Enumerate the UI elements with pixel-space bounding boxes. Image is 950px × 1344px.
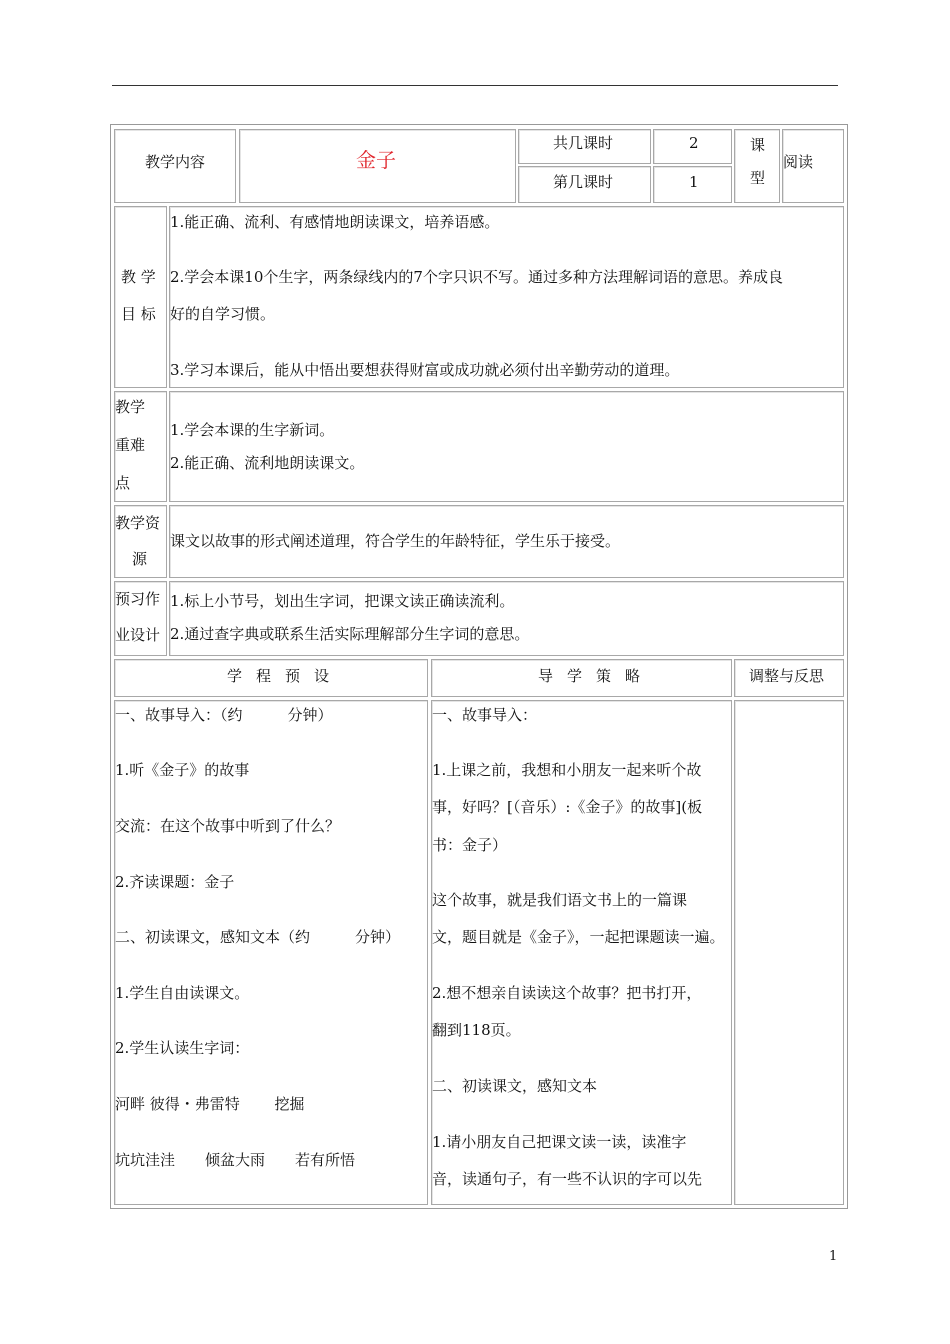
current-period-value: 1 [689,173,699,191]
preview-item: 2.通过查字典或联系生活实际理解部分生字词的意思。 [170,625,530,643]
current-period-cell [653,166,732,203]
keypoints-label-3: 点 [115,474,131,492]
process-line: 一、故事导入：（约 分钟） [115,706,333,724]
goals-label-cell [114,206,167,388]
strategy-line: 这个故事，就是我们语文书上的一篇课 [432,891,688,909]
resources-label-1: 教学资 [115,514,161,532]
strategy-line: 书：金子） [432,836,508,854]
strategy-line: 2.想不想亲自读读这个故事？把书打开， [432,984,702,1002]
strategy-line: 1.上课之前，我想和小朋友一起来听个故 [432,761,702,779]
total-periods-value: 2 [689,134,699,152]
resources-label-2: 源 [132,550,148,568]
preview-label-cell [114,581,167,656]
total-periods-label: 共几课时 [553,134,614,152]
preview-item: 1.标上小节号，划出生字词，把课文读正确读流利。 [170,592,515,610]
process-line: 河畔 彼得・弗雷特 挖掘 [115,1095,305,1113]
total-periods-cell [653,129,732,164]
lesson-type-cell [782,129,844,203]
reflection-header-cell [734,659,844,697]
lesson-title: 金子 [356,148,396,172]
goal-item: 3.学习本课后，能从中悟出要想获得财富或成功就必须付出辛勤劳动的道理。 [170,361,680,379]
strategy-body-cell [431,700,732,1205]
process-line: 1.听《金子》的故事 [115,761,250,779]
total-periods-label-cell [518,129,651,164]
process-line: 坑坑洼洼 倾盆大雨 若有所悟 [115,1151,356,1169]
process-line: 2.学生认读生字词： [115,1039,250,1057]
goals-content-cell [169,206,844,388]
content-label-cell [114,129,236,203]
strategy-line: 事，好吗？[（音乐）:《金子》的故事](板 [432,798,703,816]
header-rule [112,85,838,86]
page-number: 1 [829,1249,838,1264]
resources-label-cell [114,505,167,578]
strategy-header: 导学策略 [538,667,655,685]
strategy-line: 翻到118页。 [432,1021,521,1039]
lesson-type-label-1: 课 [750,136,766,154]
resources-text: 课文以故事的形式阐述道理，符合学生的年龄特征，学生乐于接受。 [170,532,621,550]
process-body-cell [114,700,428,1205]
lesson-type-label-cell [734,129,780,203]
keypoints-label-2: 重难 [115,436,146,454]
goals-label-2: 目 标 [121,305,156,323]
goal-item: 2.学会本课10个生字，两条绿线内的7个字只识不写。通过多种方法理解词语的意思。养成良 [170,268,783,286]
current-period-label: 第几课时 [553,173,614,191]
reflection-body-cell [734,700,844,1205]
strategy-line: 音，读通句子，有一些不认识的字可以先 [432,1170,703,1188]
process-line: 2.齐读课题：金子 [115,873,235,891]
lesson-title-cell [239,129,516,203]
keypoint-item: 2.能正确、流利地朗读课文。 [170,454,365,472]
reflection-header: 调整与反思 [749,667,825,685]
strategy-line: 二、初读课文，感知文本 [432,1077,598,1095]
process-line: 二、初读课文，感知文本（约 分钟） [115,928,401,946]
goal-item: 1.能正确、流利、有感情地朗读课文，培养语感。 [170,213,500,231]
lesson-type-value: 阅读 [783,153,814,171]
lesson-type-label-2: 型 [750,169,766,187]
process-header: 学程预设 [227,667,344,685]
content-label: 教学内容 [145,153,206,171]
goals-label-1: 教 学 [121,268,156,286]
strategy-line: 文，题目就是《金子》，一起把课题读一遍。 [432,928,725,946]
keypoint-item: 1.学会本课的生字新词。 [170,421,335,439]
preview-label-1: 预习作 [115,590,161,608]
current-period-label-cell [518,166,651,203]
keypoints-content-cell [169,391,844,502]
process-header-cell [114,659,428,697]
resources-content-cell [169,505,844,578]
preview-label-2: 业设计 [115,626,161,644]
process-line: 交流：在这个故事中听到了什么？ [115,817,341,835]
keypoints-label-1: 教学 [115,398,146,416]
strategy-header-cell [431,659,732,697]
process-line: 1.学生自由读课文。 [115,984,250,1002]
preview-content-cell [169,581,844,656]
strategy-line: 1.请小朋友自己把课文读一读，读准字 [432,1133,687,1151]
strategy-line: 一、故事导入： [432,706,538,724]
goal-item: 好的自学习惯。 [170,305,276,323]
keypoints-label-cell [114,391,167,502]
